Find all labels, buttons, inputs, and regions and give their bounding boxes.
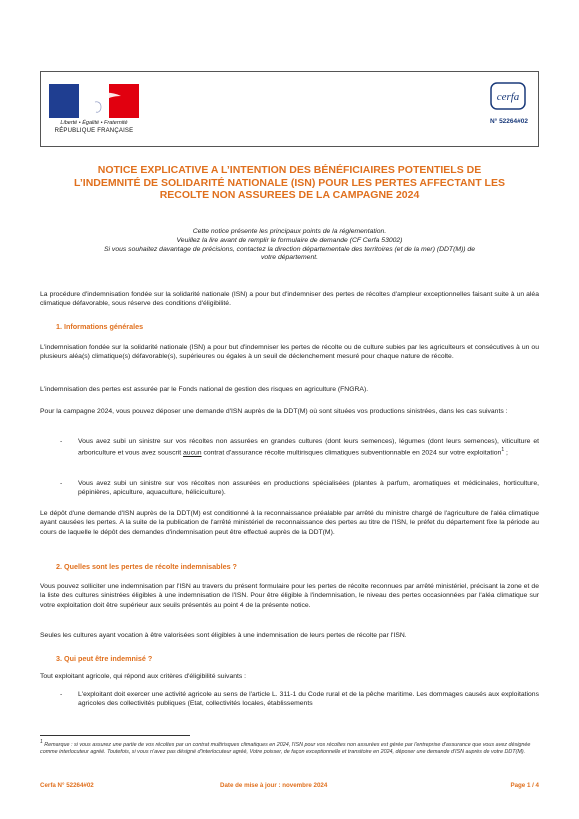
title-line-3: RECOLTE NON ASSUREES DE LA CAMPAGNE 2024 [159,189,420,202]
bullet-dash: - [60,691,63,698]
intro-line-3: Si vous souhaitez davantage de précisions, contactez la direction départementale des territoires (et de la mer) (DDT(M)) de [104,245,475,253]
rf-name: RÉPUBLIQUE FRANÇAISE [54,128,134,134]
bullet-item-2 [60,479,539,498]
bullet-dash: - [60,480,63,487]
bullet-text: L'exploitant doit exercer une activité agricole au sens de l'article L. 311-1 du Code rural et de la pêche maritime. Les dommages causés aux exploitations agricoles des collectivités publiques (Etat, collectivités locales, établissements [78,691,539,708]
bullet-item-1 [60,437,539,458]
bullet-text: Vous avez subi un sinistre sur vos récoltes non assurées en productions spécialisées (plantes à parfum, aromatiques et médicinales, horticulture, pépinières, apiculture, aquaculture, héliciculture). [78,480,539,497]
intro-line-2: Veuillez la lire avant de remplir le formulaire de demande (CF Cerfa 53002) [176,236,403,244]
footnote-number: 1 [40,739,43,745]
paragraph-exploitant: Tout exploitant agricole, qui répond aux critères d'éligibilité suivants : [40,673,247,680]
paragraph-depot: Le dépôt d'une demande d'ISN auprès de la DDT(M) est conditionné à la reconnaissance préalable par arrêté du ministre chargé de l'agriculture de l'aléa climatique ayant causées les pertes. A la suite de la publication de l'arrêté ministériel de reconnaissance des pertes au titre de l'ISN, le préfet du département fixe la période au cours de laquelle le dépôt des demandes d'indemnisation peut être effectué auprès de la DDT(M). [40,510,539,536]
rf-devise: Liberté • Égalité • Fraternité [60,120,128,126]
paragraph-isn-definition: L'indemnisation fondée sur la solidarité nationale (ISN) a pour but d'indemniser les pertes de récolte ou de culture subies par les agriculteurs et consécutives à un ou plusieurs aléa(s) climatique(s) défavorable(s), supérieures ou égales à un seuil de déclenchement mesuré pour chaque nature de récolte. [40,344,539,361]
footnote-rule [40,735,190,736]
paragraph-solliciter: Vous pouvez solliciter une indemnisation par l'ISN au travers du présent formulaire pour les pertes de récolte reconnues par arrêté ministériel, précisant la zone et de la liste des cultures sinistrées éligibles à une indemnisation de l'ISN. Pour être éligible à l'indemnisation, le niveau des pertes occasionnées par l'aléa climatique sur votre exploitation doit être supérieur aux seuils présentés au point 4 de la présente notice. [40,583,539,609]
intro-line-4: votre département. [260,254,319,262]
paragraph-campagne: Pour la campagne 2024, vous pouvez déposer une demande d'ISN auprès de la DDT(M) où sont situées vos productions sinistrées, dans les cas suivants : [40,408,508,415]
header-frame [40,71,539,147]
footnote-ref: 1 [501,447,505,454]
footer-cerfa-ref: Cerfa N° 52264#02 [40,782,94,789]
document-title [40,164,539,202]
footer-page-number: Page 1 / 4 [510,782,539,789]
title-line-1: NOTICE EXPLICATIVE A L’INTENTION DES BÉNÉFICIAIRES POTENTIELS DE [97,164,482,176]
svg-text:cerfa: cerfa [496,91,520,103]
bullet-text: Vous avez subi un sinistre sur vos récoltes non assurées en grandes cultures (dont leurs semences), légumes (dont leurs semences), viticulture et arboriculture et vous avez souscrit aucun contrat d'assurance récolte multirisques climatiques subventionnable en 2024 sur votre exploitation$^1$ ; [78,438,539,457]
section-heading-2: 2. Quelles sont les pertes de récolte indemnisables ? [56,562,237,571]
intro-line-1: Cette notice présente les principaux points de la réglementation. [192,228,387,235]
paragraph-procedure: La procédure d'indemnisation fondée sur la solidarité nationale (ISN) a pour but d'indemniser des pertes de récoltes d'ampleur exceptionnelles faisant suite à un aléa climatique défavorable, sous réserve des conditions d'éligibilité. [40,291,539,308]
section-heading-1: 1. Informations générales [56,322,144,331]
cerfa-logo-icon [490,82,526,110]
paragraph-cultures: Seules les cultures ayant vocation à être valorisées sont éligibles à une indemnisation de leurs pertes de récolte par l'ISN. [40,632,407,639]
paragraph-fngra: L'indemnisation des pertes est assurée par le Fonds national de gestion des risques en agriculture (FNGRA). [40,386,369,393]
intro-note [40,228,539,263]
bullet-dash: - [60,438,63,445]
footnote [40,739,539,756]
section-heading-3: 3. Qui peut être indemnisé ? [56,654,153,663]
cerfa-number: N° 52264#02 [489,118,528,125]
footer-update-date: Date de mise à jour : novembre 2024 [220,782,328,789]
bullet-item-3 [60,690,539,709]
republique-francaise-logo [49,84,139,142]
title-line-2: L’INDEMNITÉ DE SOLIDARITÉ NATIONALE (ISN) POUR LES PERTES AFFECTANT LES [74,176,505,189]
footnote-text: Remarque : si vous assurez une partie de vos récoltes par un contrat multirisques climatiques en 2024, l'ISN pour vos récoltes non assurées est gérée par l'entreprise d'assurance que vous avez désignée comme interlocuteur agréé. Toutefois, si vous n'avez pas désigné d'interlocuteur agréé, Votre poisser, de façon exceptionnelle et transitoire en 2024, déposer une demande d'ISN auprès de votre DDT(M). [40,741,531,755]
marianne-icon [65,88,125,118]
